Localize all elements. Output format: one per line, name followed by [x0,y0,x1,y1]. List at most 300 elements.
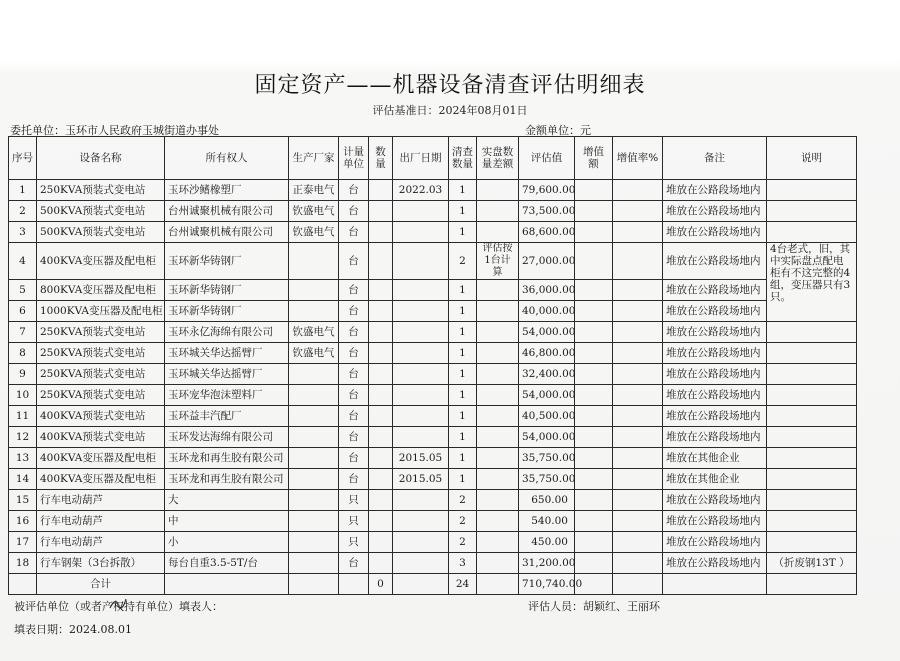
header-cell: 出厂日期 [393,137,449,180]
cell-remark: 堆放在公路段场地内 [663,243,767,280]
cell-maker: 钦盛电气 [289,222,339,243]
cell-count: 2 [449,243,477,280]
cell-count: 1 [449,201,477,222]
cell-unit: 台 [339,364,369,385]
client-unit: 委托单位：玉环市人民政府玉城街道办事处 [10,124,219,137]
cell-empty [767,469,857,490]
cell-remark: 堆放在其他企业 [663,448,767,469]
cell-empty [767,180,857,201]
cell-remark: 堆放在其他企业 [663,469,767,490]
cell-remark: 堆放在公路段场地内 [663,222,767,243]
cell-value: 35,750.00 [519,469,575,490]
cell-empty [613,364,663,385]
cell-unit: 台 [339,469,369,490]
cell-remark: 堆放在公路段场地内 [663,301,767,322]
currency-unit: 金额单位：元 [525,124,591,137]
header-cell: 所有权人 [165,137,289,180]
cell-owner: 玉环益丰汽配厂 [165,406,289,427]
cell-unit: 台 [339,280,369,301]
table-row [9,343,857,364]
cell-empty [613,222,663,243]
cell-diff [477,301,519,322]
cell-qty [369,511,393,532]
cell-count: 1 [449,343,477,364]
cell-count: 1 [449,322,477,343]
cell-qty [369,201,393,222]
cell-empty [575,280,613,301]
table-row [9,243,857,280]
cell-maker [289,364,339,385]
cell-empty [575,511,613,532]
cell-diff [477,511,519,532]
cell-no: 16 [9,511,37,532]
cell-qty [369,490,393,511]
cell-value: 54,000.00 [519,427,575,448]
cell-date: 2015.05 [393,469,449,490]
cell-diff [477,553,519,574]
cell-date: 2022.03 [393,180,449,201]
total-count: 24 [449,574,477,595]
cell-unit: 台 [339,385,369,406]
table-header-row [9,137,857,180]
header-cell: 实盘数量差额 [477,137,519,180]
cell-maker [289,427,339,448]
header-cell: 评估值 [519,137,575,180]
cell-name: 400KVA预装式变电站 [37,406,165,427]
cell-maker [289,406,339,427]
table-row [9,301,857,322]
cell-name: 250KVA预装式变电站 [37,180,165,201]
cell-maker [289,532,339,553]
cell-name: 行车钢架（3台拆散） [37,553,165,574]
cell-date [393,553,449,574]
cell-date [393,301,449,322]
cell-maker [289,469,339,490]
cell-name: 250KVA预装式变电站 [37,385,165,406]
cell-empty [767,201,857,222]
cell-unit: 台 [339,406,369,427]
cell-empty [613,574,663,595]
cell-maker [289,280,339,301]
cell-date [393,532,449,553]
equipment-table [8,136,857,595]
cell-empty [393,574,449,595]
cell-no: 17 [9,532,37,553]
cell-remark: 堆放在公路段场地内 [663,427,767,448]
cell-diff [477,385,519,406]
note-rows-4-6: 4台老式，旧，其中实际盘点配电柜有不这完整的4组，变压器只有3只。 [767,243,857,322]
table-row [9,385,857,406]
cell-empty [767,511,857,532]
cell-name: 行车电动葫芦 [37,490,165,511]
cell-value: 40,000.00 [519,301,575,322]
cell-empty [767,427,857,448]
cell-qty [369,280,393,301]
cell-count: 3 [449,553,477,574]
cell-owner: 小 [165,532,289,553]
cell-name: 500KVA预装式变电站 [37,201,165,222]
cell-remark: 堆放在公路段场地内 [663,406,767,427]
cell-maker [289,448,339,469]
cell-maker: 钦盛电气 [289,322,339,343]
cell-maker [289,243,339,280]
cell-empty [575,385,613,406]
header-cell: 说明 [767,137,857,180]
cell-empty [575,469,613,490]
total-label: 合计 [37,574,165,595]
cell-no: 9 [9,364,37,385]
table-row [9,406,857,427]
cell-value: 27,000.00 [519,243,575,280]
assessed-unit-filler: 被评估单位（或者产权持有单位）填表人： [14,600,223,613]
total-row [9,574,857,595]
document-title: 固定资产——机器设备清查评估明细表 [254,73,646,98]
fill-date: 填表日期：2024.08.01 [14,623,132,636]
cell-count: 1 [449,448,477,469]
cell-remark: 堆放在公路段场地内 [663,201,767,222]
cell-owner: 玉环新华铸钢厂 [165,280,289,301]
cell-empty [767,448,857,469]
handwritten-signature-mark [108,596,128,612]
cell-date: 2015.05 [393,448,449,469]
cell-count: 1 [449,280,477,301]
cell-value: 35,750.00 [519,448,575,469]
cell-empty [767,406,857,427]
header-cell: 序号 [9,137,37,180]
cell-value: 31,200.00 [519,553,575,574]
cell-unit: 只 [339,490,369,511]
cell-empty [767,385,857,406]
table-row [9,490,857,511]
cell-unit: 台 [339,553,369,574]
cell-name: 250KVA预装式变电站 [37,364,165,385]
cell-empty [613,511,663,532]
cell-owner: 玉环新华铸钢厂 [165,301,289,322]
cell-empty [575,343,613,364]
cell-empty [165,574,289,595]
cell-unit: 台 [339,322,369,343]
cell-no: 2 [9,201,37,222]
cell-value: 36,000.00 [519,280,575,301]
cell-value: 54,000.00 [519,385,575,406]
cell-diff [477,222,519,243]
cell-no: 15 [9,490,37,511]
cell-no: 6 [9,301,37,322]
table-row [9,222,857,243]
cell-empty [663,574,767,595]
cell-owner: 每台自重3.5-5T/台 [165,553,289,574]
cell-name: 行车电动葫芦 [37,532,165,553]
cell-diff [477,448,519,469]
cell-diff [477,469,519,490]
table-row [9,322,857,343]
cell-unit: 台 [339,243,369,280]
cell-maker [289,511,339,532]
cell-qty [369,469,393,490]
cell-empty [613,553,663,574]
cell-empty [613,201,663,222]
cell-value: 650.00 [519,490,575,511]
cell-empty [613,280,663,301]
cell-owner: 玉环龙和再生胶有限公司 [165,448,289,469]
cell-no: 12 [9,427,37,448]
cell-no: 11 [9,406,37,427]
cell-value: 40,500.00 [519,406,575,427]
cell-empty [575,180,613,201]
valuation-date: 评估基准日：2024年08月01日 [372,104,528,117]
cell-count: 1 [449,180,477,201]
total-value: 710,740.00 [519,574,575,595]
cell-unit: 台 [339,448,369,469]
cell-diff [477,364,519,385]
cell-remark: 堆放在公路段场地内 [663,532,767,553]
cell-owner: 玉环宠华泡沫塑料厂 [165,385,289,406]
cell-diff [477,532,519,553]
cell-empty [767,532,857,553]
cell-value: 68,600.00 [519,222,575,243]
cell-count: 1 [449,301,477,322]
cell-qty [369,448,393,469]
cell-name: 400KVA变压器及配电柜 [37,243,165,280]
cell-count: 2 [449,511,477,532]
table-row [9,553,857,574]
cell-diff [477,322,519,343]
table-row [9,364,857,385]
cell-no: 8 [9,343,37,364]
cell-date [393,364,449,385]
table-row [9,511,857,532]
cell-owner: 玉环新华铸钢厂 [165,243,289,280]
cell-unit: 台 [339,343,369,364]
cell-diff [477,406,519,427]
cell-no: 3 [9,222,37,243]
cell-qty [369,301,393,322]
cell-name: 400KVA变压器及配电柜 [37,448,165,469]
cell-remark: 堆放在公路段场地内 [663,343,767,364]
total-qty: 0 [369,574,393,595]
cell-empty [613,427,663,448]
header-cell: 备注 [663,137,767,180]
cell-empty [613,385,663,406]
cell-unit: 只 [339,511,369,532]
table-row [9,427,857,448]
cell-count: 1 [449,222,477,243]
cell-value: 450.00 [519,532,575,553]
cell-no: 7 [9,322,37,343]
cell-empty [575,427,613,448]
cell-date [393,280,449,301]
cell-empty [575,322,613,343]
cell-count: 2 [449,532,477,553]
cell-value: 54,000.00 [519,322,575,343]
cell-name: 500KVA预装式变电站 [37,222,165,243]
cell-owner: 玉环永亿海绵有限公司 [165,322,289,343]
cell-name: 400KVA预装式变电站 [37,427,165,448]
cell-count: 2 [449,490,477,511]
cell-owner: 玉环沙鳍橡塑厂 [165,180,289,201]
cell-empty [477,574,519,595]
cell-diff [477,280,519,301]
header-cell: 增值额 [575,137,613,180]
cell-empty [767,343,857,364]
cell-qty [369,180,393,201]
cell-unit: 台 [339,301,369,322]
cell-remark: 堆放在公路段场地内 [663,385,767,406]
table-row [9,469,857,490]
cell-owner: 台州诚聚机械有限公司 [165,222,289,243]
cell-maker [289,385,339,406]
cell-no: 18 [9,553,37,574]
cell-diff [477,180,519,201]
cell-value: 32,400.00 [519,364,575,385]
cell-empty [575,490,613,511]
cell-qty [369,343,393,364]
note-row-18: （折废钢13T ） [767,553,857,574]
table-body [9,180,857,595]
cell-empty [575,532,613,553]
cell-empty [767,364,857,385]
cell-date [393,222,449,243]
header-cell: 生产厂家 [289,137,339,180]
cell-count: 1 [449,427,477,448]
cell-qty [369,532,393,553]
cell-name: 行车电动葫芦 [37,511,165,532]
cell-qty [369,406,393,427]
cell-empty [767,322,857,343]
cell-qty [369,322,393,343]
cell-empty [613,301,663,322]
cell-no: 13 [9,448,37,469]
cell-maker: 正泰电气 [289,180,339,201]
cell-diff: 评估按1台计算 [477,243,519,280]
cell-date [393,385,449,406]
cell-empty [767,574,857,595]
cell-date [393,427,449,448]
cell-empty [575,448,613,469]
cell-unit: 台 [339,222,369,243]
table-row [9,532,857,553]
header-cell: 清查数量 [449,137,477,180]
cell-remark: 堆放在公路段场地内 [663,280,767,301]
cell-empty [289,574,339,595]
cell-date [393,322,449,343]
cell-unit: 只 [339,532,369,553]
table-row [9,201,857,222]
cell-owner: 台州诚聚机械有限公司 [165,201,289,222]
cell-count: 1 [449,406,477,427]
cell-no: 4 [9,243,37,280]
cell-empty [575,406,613,427]
cell-empty [575,364,613,385]
cell-name: 800KVA变压器及配电柜 [37,280,165,301]
cell-empty [575,201,613,222]
cell-date [393,511,449,532]
cell-owner: 玉环龙和再生胶有限公司 [165,469,289,490]
cell-count: 1 [449,385,477,406]
table-row [9,280,857,301]
cell-date [393,243,449,280]
cell-no: 10 [9,385,37,406]
cell-empty [613,448,663,469]
cell-empty [767,490,857,511]
cell-empty [575,553,613,574]
cell-empty [339,574,369,595]
cell-remark: 堆放在公路段场地内 [663,511,767,532]
cell-diff [477,201,519,222]
cell-empty [613,469,663,490]
cell-name: 400KVA变压器及配电柜 [37,469,165,490]
cell-remark: 堆放在公路段场地内 [663,322,767,343]
cell-name: 250KVA预装式变电站 [37,322,165,343]
cell-empty [613,490,663,511]
cell-diff [477,427,519,448]
cell-value: 73,500.00 [519,201,575,222]
cell-remark: 堆放在公路段场地内 [663,553,767,574]
cell-count: 1 [449,469,477,490]
cell-unit: 台 [339,427,369,448]
cell-qty [369,553,393,574]
cell-maker: 钦盛电气 [289,201,339,222]
cell-remark: 堆放在公路段场地内 [663,364,767,385]
header-cell: 数量 [369,137,393,180]
cell-value: 46,800.00 [519,343,575,364]
cell-empty [613,343,663,364]
appraisers: 评估人员：胡颖红、王丽环 [528,600,660,613]
cell-no: 5 [9,280,37,301]
cell-diff [477,490,519,511]
cell-diff [477,343,519,364]
cell-qty [369,222,393,243]
cell-maker [289,553,339,574]
cell-owner: 玉环发达海绵有限公司 [165,427,289,448]
cell-date [393,490,449,511]
cell-no: 1 [9,180,37,201]
table-row [9,448,857,469]
cell-no: 14 [9,469,37,490]
cell-unit: 台 [339,180,369,201]
table-row [9,180,857,201]
cell-date [393,406,449,427]
cell-value: 540.00 [519,511,575,532]
header-cell: 计量单位 [339,137,369,180]
cell-remark: 堆放在公路段场地内 [663,180,767,201]
cell-value: 79,600.00 [519,180,575,201]
cell-date [393,343,449,364]
cell-count: 1 [449,364,477,385]
cell-unit: 台 [339,201,369,222]
cell-qty [369,427,393,448]
cell-remark: 堆放在公路段场地内 [663,490,767,511]
cell-empty [613,406,663,427]
cell-owner: 中 [165,511,289,532]
cell-empty [613,322,663,343]
cell-maker [289,490,339,511]
cell-empty [613,180,663,201]
cell-name: 250KVA预装式变电站 [37,343,165,364]
cell-date [393,201,449,222]
cell-maker: 钦盛电气 [289,343,339,364]
cell-empty [575,222,613,243]
cell-qty [369,364,393,385]
cell-qty [369,243,393,280]
cell-empty [9,574,37,595]
cell-owner: 大 [165,490,289,511]
cell-empty [767,222,857,243]
header-cell: 设备名称 [37,137,165,180]
cell-maker [289,301,339,322]
cell-empty [613,532,663,553]
cell-owner: 玉环城关华达摇臂厂 [165,364,289,385]
